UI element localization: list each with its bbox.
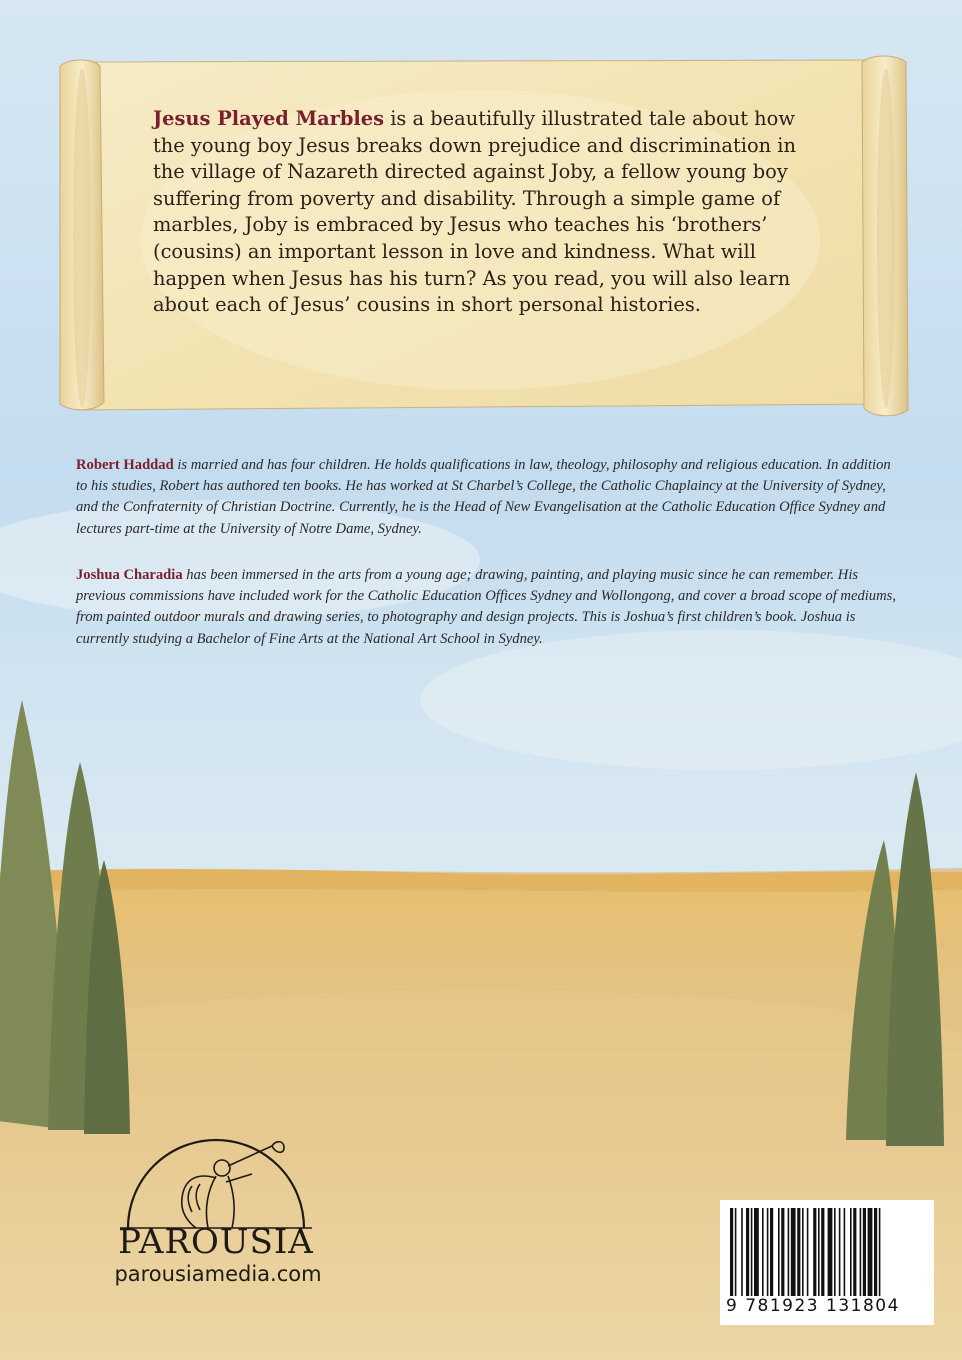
book-title: Jesus Played Marbles: [153, 107, 385, 130]
illustrator-bio-text: has been immersed in the arts from a young age; drawing, painting, and playing music since he can remember. His previous commissions have included work for the Catholic Education Offices Sydney and Wollongong, and cover a broad scope of mediums, from painted outdoor murals and drawing series, to photography and design projects. This is Joshua’s first children’s book. Joshua is currently studying a Bachelor of Fine Arts at the National Art School in Sydney.: [76, 567, 896, 647]
author-bio: [76, 455, 896, 540]
author-bio-text: is married and has four children. He holds qualifications in law, theology, philosophy and religious education. In addition to his studies, Robert has authored ten books. He has worked at St Charbel’s College, the Catholic Chaplaincy at the University of Sydney, and the Confraternity of Christian Doctrine. Currently, he is the Head of New Evangelisation at the Catholic Education Office Sydney and lectures part-time at the University of Notre Dame, Sydney.: [76, 457, 891, 537]
author-name: Robert Haddad: [76, 457, 174, 473]
isbn-barcode: [720, 1200, 934, 1325]
blurb-text: is a beautifully illustrated tale about how the young boy Jesus breaks down prejudice and discrimination in the village of Nazareth directed against Joby, a fellow young boy suffering from poverty and disability. Through a simple game of marbles, Joby is embraced by Jesus who teaches his ‘brothers’ (cousins) an important lesson in love and kindness. What will happen when Jesus has his turn? As you read, you will also learn about each of Jesus’ cousins in short personal histories.: [153, 107, 796, 317]
illustrator-bio: [76, 565, 896, 650]
isbn-number: 9 781923 131804: [726, 1296, 900, 1316]
illustrator-name: Joshua Charadia: [76, 567, 183, 583]
blurb-paragraph: [153, 106, 805, 319]
barcode-bars: [730, 1208, 926, 1296]
publisher-name: PAROUSIA: [118, 1222, 314, 1262]
publisher-url: parousiamedia.com: [114, 1262, 322, 1286]
angel-trumpet-icon: [182, 1142, 284, 1228]
